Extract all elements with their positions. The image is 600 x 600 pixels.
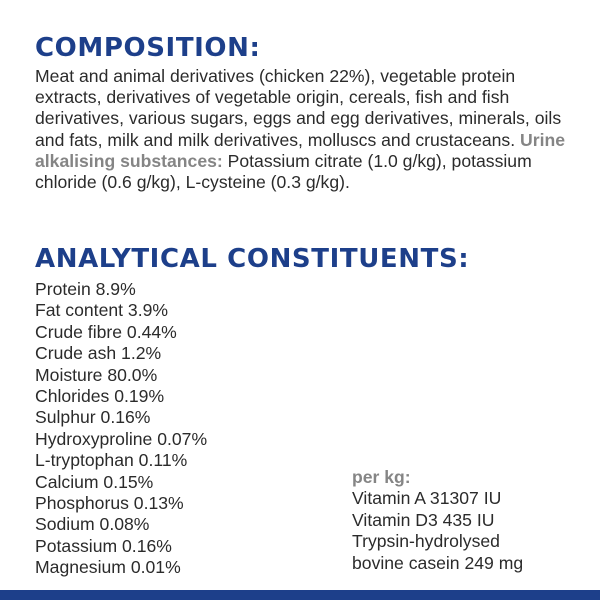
- composition-text-block: [35, 66, 583, 193]
- urine-alkalising-text: Potassium citrate (1.0 g/kg), potassium chloride (0.6 g/kg), L-cysteine (0.3 g/kg).: [35, 150, 532, 193]
- constituent-protein: Protein 8.9%: [35, 279, 136, 299]
- bottom-accent-bar: [0, 590, 600, 600]
- per-kg-bovine-casein: bovine casein 249 mg: [352, 552, 524, 573]
- constituent-moisture: Moisture 80.0%: [35, 364, 158, 385]
- constituent-sulphur: Sulphur 0.16%: [35, 407, 151, 428]
- composition-heading: COMPOSITION:: [35, 33, 261, 63]
- constituent-sodium: Sodium 0.08%: [35, 514, 150, 535]
- analytical-constituents-heading: ANALYTICAL CONSTITUENTS:: [35, 244, 470, 274]
- urine-alkalising-label: Urine alkalising substances:: [35, 129, 565, 171]
- constituent-phosphorus: Phosphorus 0.13%: [35, 493, 184, 514]
- constituent-l-tryptophan: L-tryptophan 0.11%: [35, 450, 188, 471]
- per-kg-vitamin-d3: Vitamin D3 435 IU: [352, 509, 495, 530]
- constituent-crude-fibre: Crude fibre 0.44%: [35, 321, 177, 342]
- constituent-crude-ash: Crude ash 1.2%: [35, 343, 162, 364]
- constituent-potassium: Potassium 0.16%: [35, 535, 172, 556]
- constituent-chlorides: Chlorides 0.19%: [35, 386, 165, 407]
- constituent-fat-content: Fat content 3.9%: [35, 300, 169, 321]
- analytical-constituents-list: [35, 279, 207, 579]
- constituent-hydroxyproline: Hydroxyproline 0.07%: [35, 428, 208, 449]
- per-kg-trypsin-hydrolysed: Trypsin-hydrolysed: [352, 531, 500, 552]
- constituent-calcium: Calcium 0.15%: [35, 471, 154, 492]
- per-kg-vitamin-a: Vitamin A 31307 IU: [352, 488, 502, 509]
- per-kg-title: per kg:: [352, 467, 411, 487]
- constituent-magnesium: Magnesium 0.01%: [35, 557, 181, 578]
- composition-ingredients: Meat and animal derivatives (chicken 22%), vegetable protein extracts, derivatives of vegetable origin, cereals, fish and fish derivatives, various sugars, eggs and egg derivatives, minerals, oils and fats, milk and milk derivatives, molluscs and crustaceans.: [35, 66, 562, 150]
- per-kg-block: [352, 467, 523, 574]
